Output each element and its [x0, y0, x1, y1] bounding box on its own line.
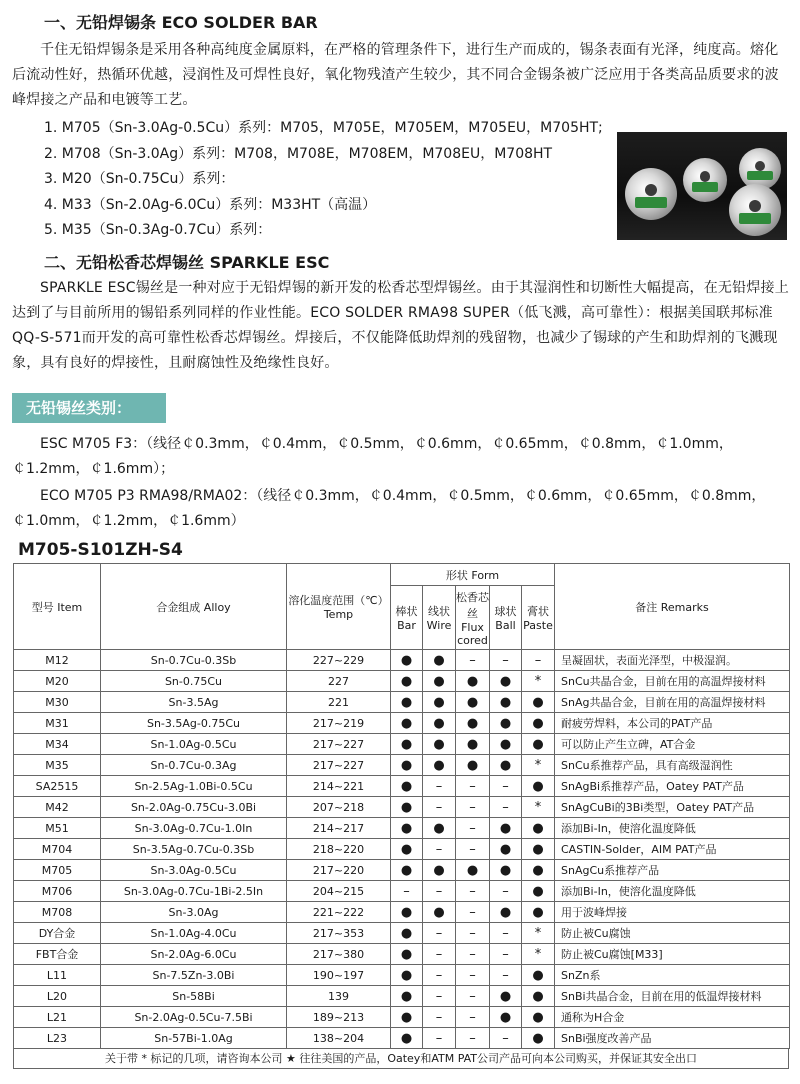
- cell-form-paste: ●: [522, 965, 555, 986]
- cell-form-ball: –: [490, 944, 522, 965]
- cell-item: M34: [14, 734, 101, 755]
- cell-temp: 204~215: [287, 881, 391, 902]
- cell-form-ball: ●: [490, 713, 522, 734]
- cell-temp: 217~227: [287, 755, 391, 776]
- table-row: [14, 986, 790, 1007]
- cell-form-ball: ●: [490, 818, 522, 839]
- cell-form-paste: ●: [522, 692, 555, 713]
- table-row: [14, 944, 790, 965]
- cell-form-ball: –: [490, 776, 522, 797]
- category-tag: 无铅锡丝类别：: [12, 393, 166, 423]
- cell-form-paste: ●: [522, 1028, 555, 1049]
- cell-form-paste: ●: [522, 713, 555, 734]
- cell-remark: 耐疲劳焊料，本公司的PAT产品: [555, 713, 790, 734]
- cell-form-ball: ●: [490, 734, 522, 755]
- cell-alloy: Sn-0.7Cu-0.3Sb: [101, 650, 287, 671]
- cell-form-paste: ●: [522, 986, 555, 1007]
- cell-form-bar: ●: [391, 797, 423, 818]
- cell-form-wire: ●: [423, 671, 456, 692]
- header-flux: 松香芯丝 Flux cored: [456, 586, 490, 650]
- cell-form-wire: ●: [423, 650, 456, 671]
- cell-form-ball: ●: [490, 902, 522, 923]
- table-row: [14, 692, 790, 713]
- series-item: 1. M705（Sn-3.0Ag-0.5Cu）系列：M705，M705E，M705EM，M705EU，M705HT;: [44, 120, 603, 136]
- cell-form-bar: ●: [391, 986, 423, 1007]
- series-item: 3. M20（Sn-0.75Cu）系列：: [44, 171, 235, 187]
- solder-spool-image: [683, 158, 727, 202]
- cell-form-flux: –: [456, 986, 490, 1007]
- alloy-table: [13, 563, 790, 1049]
- cell-form-flux: –: [456, 881, 490, 902]
- series-item: 2. M708（Sn-3.0Ag）系列：M708，M708E，M708EM，M708EU，M708HT: [44, 145, 553, 162]
- header-wire: 线状 Wire: [423, 586, 456, 650]
- cell-item: M706: [14, 881, 101, 902]
- section1-series-list: [44, 116, 603, 244]
- cell-form-wire: ●: [423, 755, 456, 776]
- table-row: [14, 776, 790, 797]
- cell-alloy: Sn-2.0Ag-6.0Cu: [101, 944, 287, 965]
- cell-item: M51: [14, 818, 101, 839]
- cell-item: M31: [14, 713, 101, 734]
- cell-alloy: Sn-2.0Ag-0.75Cu-3.0Bi: [101, 797, 287, 818]
- cell-form-bar: ●: [391, 860, 423, 881]
- cell-form-flux: ●: [456, 671, 490, 692]
- cell-item: M704: [14, 839, 101, 860]
- cell-remark: CASTIN-Solder，AIM PAT产品: [555, 839, 790, 860]
- cell-alloy: Sn-0.75Cu: [101, 671, 287, 692]
- cell-item: L23: [14, 1028, 101, 1049]
- header-remarks: 备注 Remarks: [555, 564, 790, 650]
- cell-remark: 呈凝固状，表面光泽型，中极湿润。: [555, 650, 790, 671]
- cell-remark: 防止被Cu腐蚀[M33]: [555, 944, 790, 965]
- cell-form-flux: –: [456, 944, 490, 965]
- cell-form-bar: ●: [391, 944, 423, 965]
- cell-alloy: Sn-3.5Ag-0.7Cu-0.3Sb: [101, 839, 287, 860]
- cell-form-paste: *: [522, 671, 555, 692]
- cell-form-paste: *: [522, 944, 555, 965]
- cell-form-ball: –: [490, 797, 522, 818]
- cell-alloy: Sn-0.7Cu-0.3Ag: [101, 755, 287, 776]
- header-temp: 溶化温度范围（℃）Temp: [287, 564, 391, 650]
- solder-spools-photo: [617, 132, 787, 240]
- cell-form-bar: ●: [391, 776, 423, 797]
- cell-form-wire: ●: [423, 818, 456, 839]
- table-row: [14, 671, 790, 692]
- cell-form-wire: ●: [423, 860, 456, 881]
- cell-form-wire: ●: [423, 734, 456, 755]
- cell-form-wire: –: [423, 797, 456, 818]
- cell-form-wire: ●: [423, 902, 456, 923]
- cell-remark: SnZn系: [555, 965, 790, 986]
- cell-form-flux: –: [456, 650, 490, 671]
- cell-alloy: Sn-7.5Zn-3.0Bi: [101, 965, 287, 986]
- cell-form-bar: ●: [391, 755, 423, 776]
- header-bar: 棒状 Bar: [391, 586, 423, 650]
- cell-form-bar: ●: [391, 692, 423, 713]
- table-row: [14, 1028, 790, 1049]
- cell-form-flux: –: [456, 818, 490, 839]
- cell-remark: 用于波峰焊接: [555, 902, 790, 923]
- cell-form-flux: ●: [456, 734, 490, 755]
- cell-form-wire: –: [423, 881, 456, 902]
- cell-form-ball: –: [490, 1028, 522, 1049]
- cell-item: SA2515: [14, 776, 101, 797]
- cell-form-flux: ●: [456, 860, 490, 881]
- cell-alloy: Sn-3.5Ag: [101, 692, 287, 713]
- header-ball: 球状 Ball: [490, 586, 522, 650]
- cell-form-bar: ●: [391, 671, 423, 692]
- cell-temp: 189~213: [287, 1007, 391, 1028]
- cell-form-wire: –: [423, 776, 456, 797]
- cell-alloy: Sn-3.0Ag-0.7Cu-1Bi-2.5In: [101, 881, 287, 902]
- table-row: [14, 1007, 790, 1028]
- section1-paragraph: 千住无铅焊锡条是采用各种高纯度金属原料，在严格的管理条件下，进行生产而成的，锡条表面有光泽，纯度高。熔化后流动性好，热循环优越，浸润性及可焊性良好，氧化物残渣产生较少，其不同合金锡条被广泛应用于各类高品质要求的波峰焊接之产品和电镀等工艺。: [12, 42, 779, 108]
- cell-form-paste: *: [522, 797, 555, 818]
- esc-line-f3: ESC M705 F3：（线径￠0.3mm，￠0.4mm，￠0.5mm，￠0.6mm，￠0.65mm，￠0.8mm，￠1.0mm，￠1.2mm，￠1.6mm）；: [12, 436, 733, 477]
- cell-remark: SnAgCu系推荐产品: [555, 860, 790, 881]
- cell-form-ball: ●: [490, 839, 522, 860]
- cell-form-ball: ●: [490, 986, 522, 1007]
- cell-item: FBT合金: [14, 944, 101, 965]
- table-footnote: 关于带 * 标记的几项，请咨询本公司 ★ 往往美国的产品，Oatey和ATM PAT公司产品可向本公司购买，并保证其安全出口: [13, 1049, 789, 1069]
- cell-form-bar: ●: [391, 902, 423, 923]
- cell-form-bar: ●: [391, 818, 423, 839]
- cell-form-paste: ●: [522, 839, 555, 860]
- cell-form-paste: ●: [522, 881, 555, 902]
- table-row: [14, 923, 790, 944]
- cell-remark: SnAgBi系推荐产品，Oatey PAT产品: [555, 776, 790, 797]
- table-row: [14, 860, 790, 881]
- cell-item: L11: [14, 965, 101, 986]
- cell-form-bar: ●: [391, 650, 423, 671]
- header-form: 形状 Form: [391, 564, 555, 586]
- cell-form-wire: –: [423, 923, 456, 944]
- cell-remark: 防止被Cu腐蚀: [555, 923, 790, 944]
- cell-temp: 217~219: [287, 713, 391, 734]
- cell-temp: 218~220: [287, 839, 391, 860]
- cell-form-ball: ●: [490, 755, 522, 776]
- cell-temp: 207~218: [287, 797, 391, 818]
- cell-form-paste: ●: [522, 860, 555, 881]
- cell-form-flux: –: [456, 839, 490, 860]
- cell-form-paste: ●: [522, 734, 555, 755]
- cell-remark: SnAg共晶合金，目前在用的高温焊接材料: [555, 692, 790, 713]
- table-row: [14, 965, 790, 986]
- cell-form-flux: –: [456, 797, 490, 818]
- cell-remark: 通称为H合金: [555, 1007, 790, 1028]
- cell-remark: 添加Bi-In，使溶化温度降低: [555, 881, 790, 902]
- cell-remark: SnBi强度改善产品: [555, 1028, 790, 1049]
- series-item: 5. M35（Sn-0.3Ag-0.7Cu）系列：: [44, 222, 272, 238]
- table-row: [14, 755, 790, 776]
- header-alloy: 合金组成 Alloy: [101, 564, 287, 650]
- cell-temp: 139: [287, 986, 391, 1007]
- cell-form-paste: –: [522, 650, 555, 671]
- header-paste: 膏状 Paste: [522, 586, 555, 650]
- cell-remark: 添加Bi-In，使溶化温度降低: [555, 818, 790, 839]
- cell-form-ball: ●: [490, 1007, 522, 1028]
- table-row: [14, 713, 790, 734]
- cell-item: M30: [14, 692, 101, 713]
- cell-remark: SnCu共晶合金，目前在用的高温焊接材料: [555, 671, 790, 692]
- cell-item: M708: [14, 902, 101, 923]
- cell-remark: SnAgCuBi的3Bi类型，Oatey PAT产品: [555, 797, 790, 818]
- cell-temp: 221: [287, 692, 391, 713]
- cell-alloy: Sn-3.0Ag: [101, 902, 287, 923]
- cell-alloy: Sn-3.0Ag-0.7Cu-1.0In: [101, 818, 287, 839]
- cell-form-wire: –: [423, 944, 456, 965]
- cell-remark: SnBi共晶合金，目前在用的低温焊接材料: [555, 986, 790, 1007]
- cell-alloy: Sn-58Bi: [101, 986, 287, 1007]
- cell-form-wire: ●: [423, 692, 456, 713]
- table-row: [14, 839, 790, 860]
- cell-form-ball: ●: [490, 692, 522, 713]
- cell-item: L20: [14, 986, 101, 1007]
- cell-form-ball: ●: [490, 671, 522, 692]
- cell-form-paste: ●: [522, 818, 555, 839]
- series-item: 4. M33（Sn-2.0Ag-6.0Cu）系列：M33HT（高温）: [44, 196, 377, 213]
- cell-form-paste: ●: [522, 776, 555, 797]
- cell-alloy: Sn-57Bi-1.0Ag: [101, 1028, 287, 1049]
- cell-form-wire: –: [423, 986, 456, 1007]
- cell-item: M20: [14, 671, 101, 692]
- table-row: [14, 881, 790, 902]
- cell-alloy: Sn-3.5Ag-0.75Cu: [101, 713, 287, 734]
- cell-form-bar: ●: [391, 734, 423, 755]
- cell-temp: 217~220: [287, 860, 391, 881]
- cell-form-bar: ●: [391, 965, 423, 986]
- cell-alloy: Sn-1.0Ag-0.5Cu: [101, 734, 287, 755]
- cell-item: L21: [14, 1007, 101, 1028]
- cell-item: M35: [14, 755, 101, 776]
- cell-form-paste: ●: [522, 902, 555, 923]
- cell-item: M42: [14, 797, 101, 818]
- cell-item: M12: [14, 650, 101, 671]
- cell-form-wire: ●: [423, 713, 456, 734]
- table-row: [14, 797, 790, 818]
- cell-alloy: Sn-3.0Ag-0.5Cu: [101, 860, 287, 881]
- cell-form-bar: ●: [391, 1028, 423, 1049]
- cell-form-flux: –: [456, 923, 490, 944]
- cell-temp: 227: [287, 671, 391, 692]
- cell-item: M705: [14, 860, 101, 881]
- cell-form-bar: ●: [391, 923, 423, 944]
- cell-item: DY合金: [14, 923, 101, 944]
- cell-temp: 217~353: [287, 923, 391, 944]
- cell-form-flux: ●: [456, 692, 490, 713]
- cell-form-ball: –: [490, 881, 522, 902]
- cell-form-flux: –: [456, 1028, 490, 1049]
- cell-form-wire: –: [423, 965, 456, 986]
- header-item: 型号 Item: [14, 564, 101, 650]
- cell-form-paste: ●: [522, 1007, 555, 1028]
- cell-form-flux: –: [456, 902, 490, 923]
- table-row: [14, 734, 790, 755]
- cell-form-ball: –: [490, 965, 522, 986]
- table-row: [14, 818, 790, 839]
- cell-temp: 138~204: [287, 1028, 391, 1049]
- cell-temp: 190~197: [287, 965, 391, 986]
- cell-form-flux: –: [456, 776, 490, 797]
- cell-form-flux: ●: [456, 713, 490, 734]
- solder-spool-image: [625, 168, 677, 220]
- cell-form-ball: ●: [490, 860, 522, 881]
- cell-form-bar: ●: [391, 839, 423, 860]
- cell-form-bar: ●: [391, 713, 423, 734]
- esc-line-p3: ECO M705 P3 RMA98/RMA02：（线径￠0.3mm，￠0.4mm，￠0.5mm，￠0.6mm，￠0.65mm，￠0.8mm，￠1.0mm，￠1.2mm，￠1.6mm）: [12, 488, 766, 529]
- cell-temp: 214~221: [287, 776, 391, 797]
- cell-alloy: Sn-1.0Ag-4.0Cu: [101, 923, 287, 944]
- cell-form-paste: *: [522, 755, 555, 776]
- cell-remark: 可以防止产生立碑，AT合金: [555, 734, 790, 755]
- cell-form-bar: –: [391, 881, 423, 902]
- section2-paragraph: SPARKLE ESC锡丝是一种对应于无铅焊锡的新开发的松香芯型焊锡丝。由于其湿润性和切断性大幅提高，在无铅焊接上达到了与目前所用的锡铅系列同样的作业性能。ECO SOLDER RMA98 SUPER（低飞溅，高可靠性）：根据美国联邦标准QQ-S-571而开发的高可靠性松香芯焊锡丝。焊接后，不仅能降低助焊剂的残留物，也减少了锡球的产生和助焊剂的飞溅现象，具有良好的焊接性，且耐腐蚀性及绝缘性良好。: [12, 280, 789, 371]
- table-row: [14, 902, 790, 923]
- cell-form-wire: –: [423, 839, 456, 860]
- solder-spool-image: [729, 184, 781, 236]
- section1-title: 一、无铅焊锡条 ECO SOLDER BAR: [44, 13, 318, 32]
- cell-remark: SnCu系推荐产品，具有高级湿润性: [555, 755, 790, 776]
- cell-form-flux: –: [456, 1007, 490, 1028]
- cell-form-flux: ●: [456, 755, 490, 776]
- cell-temp: 214~217: [287, 818, 391, 839]
- cell-form-ball: –: [490, 923, 522, 944]
- cell-form-paste: *: [522, 923, 555, 944]
- cell-form-ball: –: [490, 650, 522, 671]
- cell-alloy: Sn-2.0Ag-0.5Cu-7.5Bi: [101, 1007, 287, 1028]
- section2-title: 二、无铅松香芯焊锡丝 SPARKLE ESC: [44, 253, 330, 272]
- cell-alloy: Sn-2.5Ag-1.0Bi-0.5Cu: [101, 776, 287, 797]
- cell-temp: 221~222: [287, 902, 391, 923]
- cell-form-bar: ●: [391, 1007, 423, 1028]
- cell-form-wire: –: [423, 1028, 456, 1049]
- model-title: M705-S101ZH-S4: [18, 540, 183, 560]
- cell-form-wire: –: [423, 1007, 456, 1028]
- cell-form-flux: –: [456, 965, 490, 986]
- cell-temp: 217~227: [287, 734, 391, 755]
- cell-temp: 217~380: [287, 944, 391, 965]
- cell-temp: 227~229: [287, 650, 391, 671]
- table-row: [14, 650, 790, 671]
